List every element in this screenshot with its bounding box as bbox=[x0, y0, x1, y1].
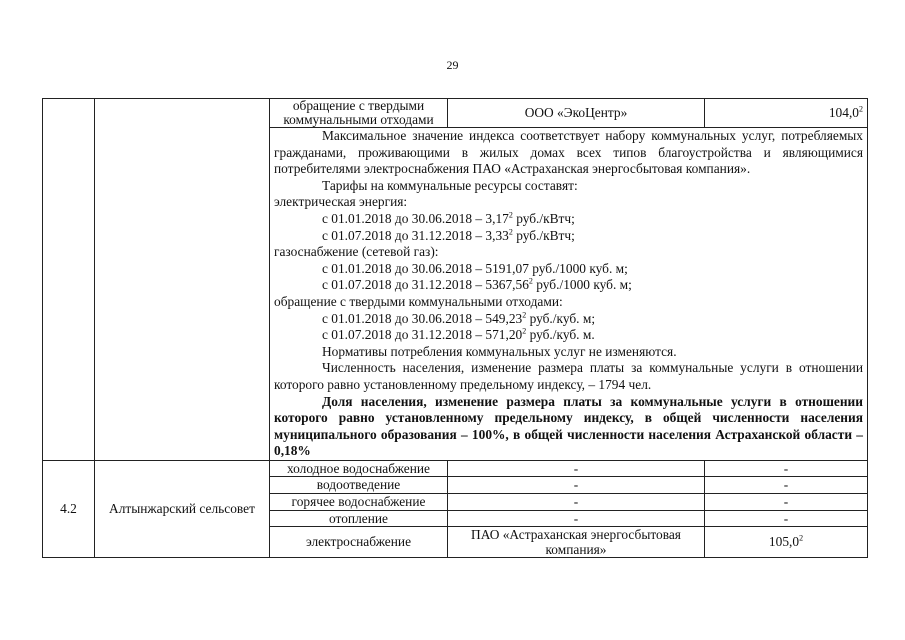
tariff-line bbox=[274, 327, 863, 344]
tariff-unit: руб./1000 куб. м; bbox=[532, 277, 632, 293]
number-cell-empty bbox=[43, 99, 95, 461]
service-cell: холодное водоснабжение bbox=[270, 460, 448, 477]
tariffs-heading: Тарифы на коммунальные ресурсы составят: bbox=[322, 177, 578, 193]
value-cell: - bbox=[705, 460, 868, 477]
tariff-line: с 01.01.2018 до 30.06.2018 – 5191,07 руб./1000 куб. м; bbox=[322, 260, 628, 276]
tariff-line bbox=[274, 311, 863, 328]
provider-cell: ПАО «Астраханская энергосбытовая компания» bbox=[448, 527, 705, 558]
norms-note: Нормативы потребления коммунальных услуг не изменяются. bbox=[322, 343, 677, 359]
waste-heading: обращение с твердыми коммунальными отходами: bbox=[274, 293, 563, 309]
text-block bbox=[270, 128, 868, 461]
value-cell bbox=[705, 527, 868, 558]
tariff-line bbox=[274, 228, 863, 245]
tariff-text: с 01.07.2018 до 31.12.2018 – 5367,56 bbox=[322, 277, 529, 293]
footnote-mark: 2 bbox=[522, 310, 527, 320]
tariff-text: с 01.07.2018 до 31.12.2018 – 3,33 bbox=[322, 227, 509, 243]
tariff-unit: руб./куб. м. bbox=[526, 327, 595, 343]
service-cell: водоотведение bbox=[270, 477, 448, 494]
provider-cell: - bbox=[448, 460, 705, 477]
value-cell: - bbox=[705, 494, 868, 511]
tariff-unit: руб./кВтч; bbox=[512, 227, 575, 243]
index-value: 105,0 bbox=[768, 533, 800, 549]
footnote-mark: 2 bbox=[508, 227, 513, 237]
value-cell: - bbox=[705, 477, 868, 494]
index-note: Максимальное значение индекса соответствует набору коммунальных услуг, потребляемых гражданами, проживающими в жилых домах всех типов благоустройства и являющимися потребителями электроснабжения ПАО «Астраханская энергосбытовая компания». bbox=[274, 128, 863, 177]
tariff-text: с 01.01.2018 до 30.06.2018 – 3,17 bbox=[322, 210, 509, 226]
tariff-line bbox=[274, 211, 863, 228]
electricity-heading: электрическая энергия: bbox=[274, 194, 408, 210]
tariff-line bbox=[274, 277, 863, 294]
provider-cell: - bbox=[448, 494, 705, 511]
footnote-mark: 2 bbox=[528, 276, 533, 286]
service-cell: отопление bbox=[270, 510, 448, 527]
index-cell bbox=[705, 99, 868, 128]
table-row bbox=[43, 99, 868, 128]
footnote-mark: 2 bbox=[859, 104, 863, 114]
name-cell-empty bbox=[95, 99, 270, 461]
gas-heading: газоснабжение (сетевой газ): bbox=[274, 244, 439, 260]
provider-cell: - bbox=[448, 477, 705, 494]
provider-cell: ООО «ЭкоЦентр» bbox=[448, 99, 705, 128]
table-row bbox=[43, 460, 868, 477]
service-cell: обращение с твердыми коммунальными отходами bbox=[270, 99, 448, 128]
population-note: Численность населения, изменение размера платы за коммунальные услуги в отношении которого равно установленному предельному индексу, – 1794 чел. bbox=[274, 360, 863, 392]
tariff-text: с 01.01.2018 до 30.06.2018 – 549,23 bbox=[322, 310, 523, 326]
service-cell: горячее водоснабжение bbox=[270, 494, 448, 511]
footnote-mark: 2 bbox=[799, 533, 804, 543]
page-number: 29 bbox=[446, 58, 459, 72]
settlement-name: Алтынжарский сельсовет bbox=[95, 460, 270, 557]
index-value: 104,0 bbox=[828, 104, 859, 120]
service-cell: электроснабжение bbox=[270, 527, 448, 558]
section-number: 4.2 bbox=[43, 460, 95, 557]
value-cell: - bbox=[705, 510, 868, 527]
tariff-unit: руб./куб. м; bbox=[526, 310, 596, 326]
provider-cell: - bbox=[448, 510, 705, 527]
tariff-text: с 01.07.2018 до 31.12.2018 – 571,20 bbox=[322, 327, 523, 343]
tariff-unit: руб./кВтч; bbox=[512, 210, 575, 226]
share-note: Доля населения, изменение размера платы за коммунальные услуги в отношении которого равно установленному предельному индексу, в общей численности населения муниципального образования – 100%, в общей численности населения Астраханской области – 0,18% bbox=[274, 393, 863, 459]
footnote-mark: 2 bbox=[508, 210, 513, 220]
footnote-mark: 2 bbox=[522, 326, 527, 336]
tariff-table bbox=[42, 98, 868, 558]
